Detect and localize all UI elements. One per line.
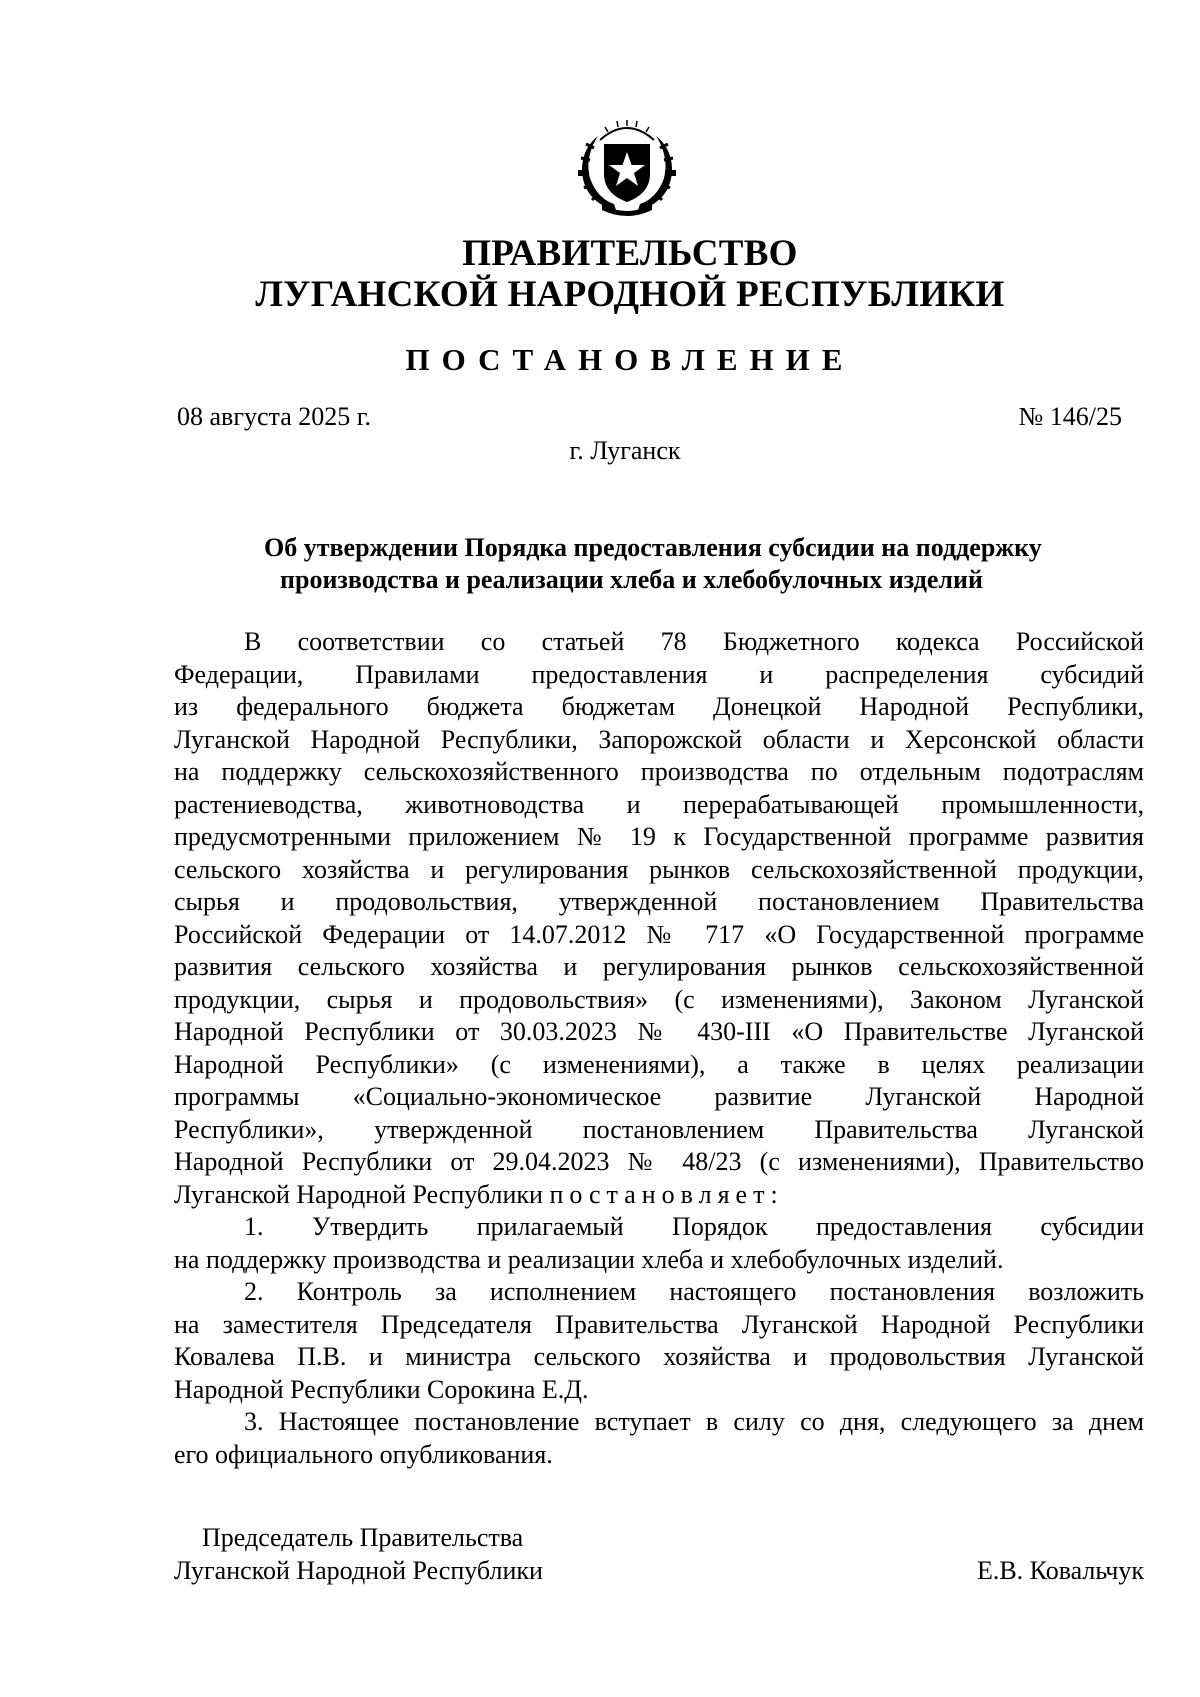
resolves-word: постановляет: bbox=[549, 1179, 784, 1209]
body-line bbox=[174, 1179, 1144, 1212]
body-line: Республики», утвержденной постановлением Правительства Луганской bbox=[174, 1114, 1144, 1144]
body-line: на поддержку сельскохозяйственного производства по отдельным подотраслям bbox=[174, 757, 1144, 786]
subject-line: Об утверждении Порядка предоставления субсидии на поддержку bbox=[264, 533, 1042, 562]
item-3-line: 3. Настоящее постановление вступает в силу со дня, следующего за днем bbox=[244, 1407, 1144, 1436]
document-city: г. Луганск bbox=[569, 436, 681, 465]
document-body bbox=[174, 626, 1144, 1471]
body-line: Народной Республики от 30.03.2023 № 430-III «О Правительстве Луганской bbox=[174, 1017, 1144, 1046]
body-line: сырья и продовольствия, утвержденной постановлением Правительства bbox=[174, 887, 1144, 916]
body-line: Российской Федерации от 14.07.2012 № 717 «О Государственной программе bbox=[174, 919, 1144, 949]
item-2-line: Народной Республики Сорокина Е.Д. bbox=[174, 1374, 589, 1404]
body-text: Луганской Народной Республики bbox=[174, 1179, 550, 1209]
body-line: растениеводства, животноводства и перерабатывающей промышленности, bbox=[174, 789, 1144, 819]
body-line: В соответствии со статьей 78 Бюджетного кодекса Российской bbox=[244, 627, 1144, 656]
lpr-coat-of-arms-icon bbox=[568, 118, 686, 218]
document-subject bbox=[230, 532, 1130, 596]
item-3-line: его официального опубликования. bbox=[174, 1439, 553, 1469]
body-line: продукции, сырья и продовольствия» (с изменениями), Законом Луганской bbox=[174, 984, 1144, 1014]
body-line: развития сельского хозяйства и регулирования рынков сельскохозяйственной bbox=[174, 952, 1144, 981]
item-2-line: на заместителя Председателя Правительства Луганской Народной Республики bbox=[174, 1309, 1144, 1339]
item-1-line: на поддержку производства и реализации хлеба и хлебобулочных изделий. bbox=[174, 1244, 1004, 1274]
signatory-position-line1: Председатель Правительства bbox=[202, 1523, 524, 1552]
body-line: программы «Социально-экономическое развитие Луганской Народной bbox=[174, 1082, 1144, 1111]
body-line: из федерального бюджета бюджетам Донецкой Народной Республики, bbox=[174, 692, 1144, 721]
government-name-line1: ПРАВИТЕЛЬСТВО bbox=[462, 233, 798, 274]
subject-line: производства и реализации хлеба и хлебобулочных изделий bbox=[280, 565, 983, 594]
document-date: 08 августа 2025 г. bbox=[177, 402, 371, 431]
government-name-line2: ЛУГАНСКОЙ НАРОДНОЙ РЕСПУБЛИКИ bbox=[255, 274, 1005, 315]
body-line: Луганской Народной Республики, Запорожской области и Херсонской области bbox=[174, 724, 1144, 754]
document-type: ПОСТАНОВЛЕНИЕ bbox=[405, 342, 855, 377]
body-line: предусмотренными приложением № 19 к Государственной программе развития bbox=[174, 822, 1144, 851]
item-2-line: 2. Контроль за исполнением настоящего постановления возложить bbox=[244, 1277, 1144, 1306]
body-line: Федерации, Правилами предоставления и распределения субсидий bbox=[174, 659, 1144, 689]
document-number: № 146/25 bbox=[1018, 402, 1122, 431]
body-line: сельского хозяйства и регулирования рынков сельскохозяйственной продукции, bbox=[174, 854, 1144, 884]
body-line: Народной Республики от 29.04.2023 № 48/23 (с изменениями), Правительство bbox=[174, 1147, 1144, 1176]
body-line: Народной Республики» (с изменениями), а также в целях реализации bbox=[174, 1049, 1144, 1079]
item-1-line: 1. Утвердить прилагаемый Порядок предоставления субсидии bbox=[244, 1212, 1144, 1241]
signatory-name: Е.В. Ковальчук bbox=[976, 1556, 1144, 1585]
item-2-line: Ковалева П.В. и министра сельского хозяйства и продовольствия Луганской bbox=[174, 1342, 1144, 1371]
signatory-position-line2: Луганской Народной Республики bbox=[174, 1556, 543, 1585]
